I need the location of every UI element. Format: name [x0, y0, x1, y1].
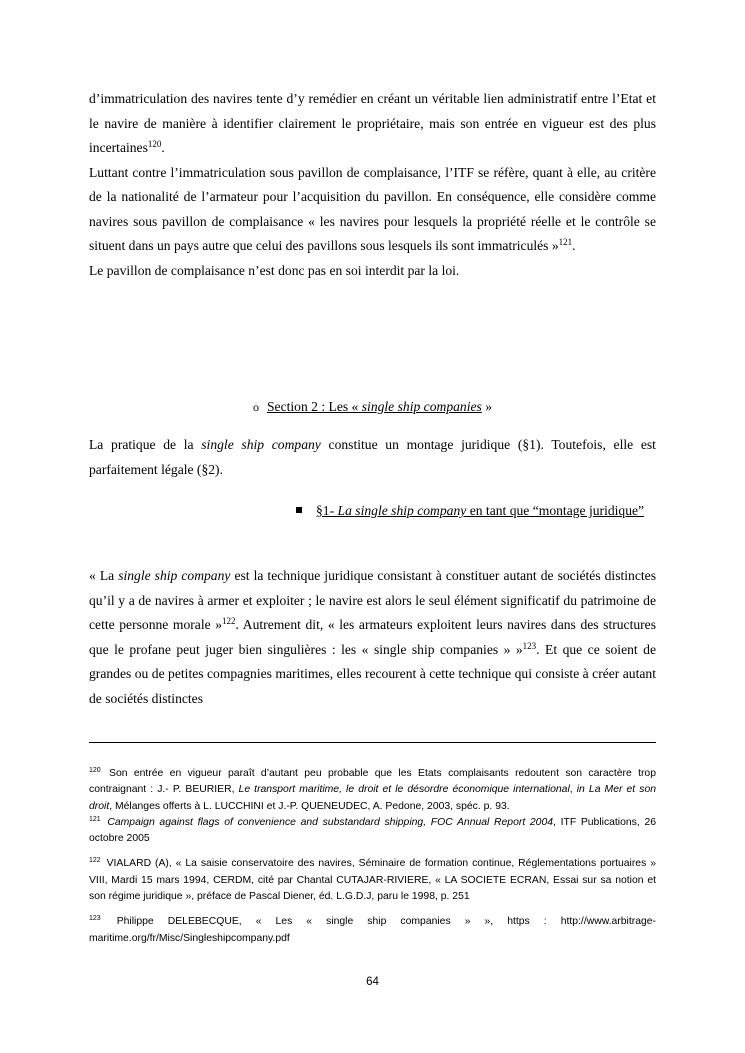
footnote-123: $^{123}$ Philippe DELEBECQUE, « Les « single ship companies » », https : http://www.arbitrage- — [89, 915, 656, 928]
footnote-123-link-end[interactable]: maritime.org/fr/Misc/Singleshipcompany.pdf — [89, 932, 290, 944]
footnote-ref-123[interactable]: 123 — [522, 640, 537, 651]
footnotes — [89, 766, 656, 947]
text-block-intro — [89, 433, 656, 482]
text-block-definition — [89, 564, 656, 711]
footnote-ref-122[interactable]: 122 — [222, 616, 236, 626]
footnote-separator — [89, 742, 656, 743]
paragraph-definition: « La single ship company est la technique juridique consistant à constituer autant de sociétés distinctes qu’il y a de navires à armer et exploiter ; le navire est alors le seul élément significatif du patrimoine de cette personne morale »$^{122}$. Autrement dit, « les armateurs exploitent leurs navires dans des structures que le profane peut juger bien singulières : les « single ship companies » »$^{123}$. Et que ce soient de grandes ou de petites compagnies maritimes, elles recourent à cette technique qui consiste à créer autant de sociétés distinctes — [89, 568, 656, 706]
footnote-ref-121[interactable]: 121 — [558, 237, 573, 247]
paragraph-immatriculation: d’immatriculation des navires tente d’y remédier en créant un véritable lien administratif entre l’Etat et le navire de manière à identifier clairement le propriétaire, mais son entrée en vigueur est des plus incertaines$^{120}$. — [89, 91, 656, 155]
paragraph-conclusion: Le pavillon de complaisance n’est donc pas en soi interdit par la loi. — [89, 262, 460, 278]
footnote-120: $^{120}$ Son entrée en vigueur paraît d’autant peu probable que les Etats complaisants redoutent son caractère trop contraignant : J.- P. BEURIER, Le transport maritime, le droit et le désordre économique international, in La Mer et son droit, Mélanges offerts à L. LUCCHINI et J.-P. QUENEUDEC, A. Pedone, 2003, spéc. p. 93. — [89, 767, 656, 812]
footnote-121: $^{121}$ Campaign against flags of convenience and substandard shipping, FOC Annual Report 2004, ITF Publications, 26 octobre 2005 — [89, 815, 656, 845]
paragraph-itf: Luttant contre l’immatriculation sous pavillon de complaisance, l’ITF se réfère, quant à elle, au critère de la nationalité de l’armateur pour l’acquisition du pavillon. En conséquence, elle considère comme navires sous pavillon de complaisance « les navires pour lesquels la propriété réelle et le contrôle se situent dans un pays autre que celui des pavillons sous lesquels ils sont immatriculés »$^{121}$. — [89, 164, 656, 253]
section-title: o Section 2 : Les « single ship companies » — [89, 397, 656, 417]
text-block-top — [89, 87, 656, 283]
footnote-ref-120[interactable]: 120 — [147, 139, 162, 149]
section-title-text: Section 2 : Les « single ship companies — [266, 399, 482, 414]
paragraph-pratique: La pratique de la single ship company constitue un montage juridique (§1). Toutefois, elle est parfaitement légale (§2). — [89, 437, 656, 477]
footnote-123-continued — [89, 931, 656, 947]
page-number: 64 — [366, 976, 379, 988]
footnote-123-link-start[interactable]: Philippe DELEBECQUE, « Les « single ship companies » », https : http://www.arbitrage- — [102, 916, 656, 928]
square-bullet-icon — [296, 507, 302, 513]
subsection-heading-text: §1- La single ship company en tant que “montage juridique” — [316, 503, 645, 518]
footnote-122: $^{122}$ VIALARD (A), « La saisie conservatoire des navires, Séminaire de formation continue, Réglementations portuaires » VIII, Mardi 15 mars 1994, CERDM, cité par Chantal CUTAJAR-RIVIERE, « LA SOCIETE ECRAN, Essai sur sa notion et son régime juridique », préface de Pascal Diener, éd. L.G.D.J, paru le 1998, p. 251 — [89, 857, 656, 903]
circle-bullet-icon: o — [252, 400, 259, 414]
